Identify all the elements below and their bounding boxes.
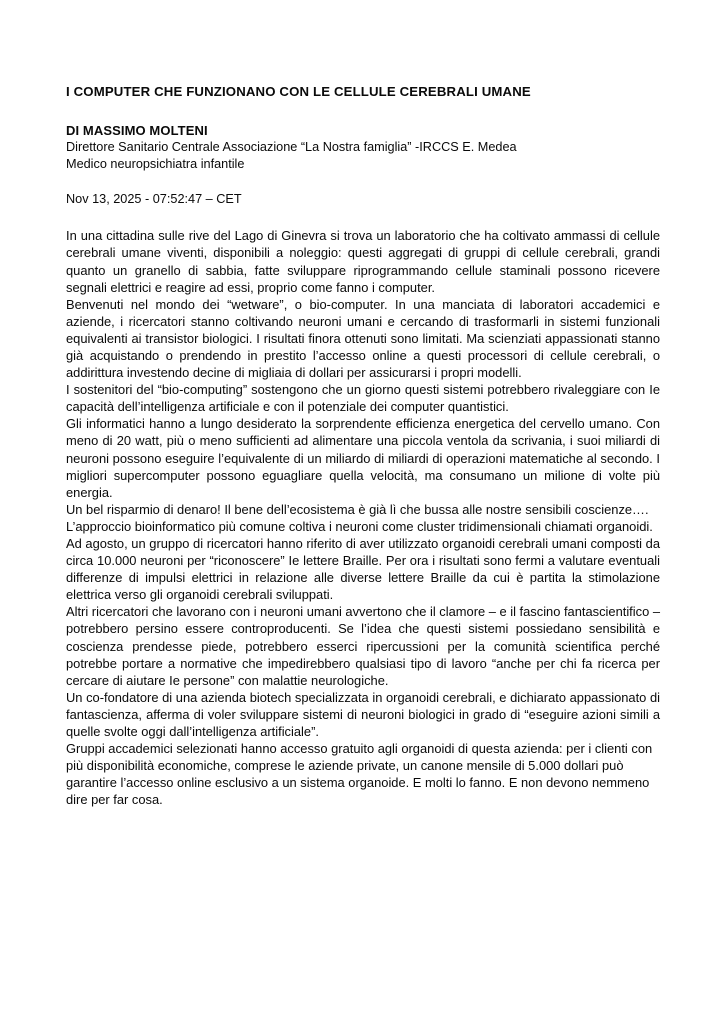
article-paragraph: L’approccio bioinformatico più comune coltiva i neuroni come cluster tridimensionali chiamati organoidi. bbox=[66, 518, 653, 534]
byline-role-secondary: Medico neuropsichiatra infantile bbox=[66, 156, 245, 171]
article-paragraph: Gruppi accademici selezionati hanno accesso gratuito agli organoidi di questa azienda: per i clienti con più disponibilità economiche, comprese le aziende private, un canone mensile di 5.000 dollari può garantire l’accesso online esclusivo a un sistema organoide. E molti lo fanno. E non devono nemmeno dire per far cosa. bbox=[66, 741, 653, 808]
article-paragraph: Un bel risparmio di denaro! Il bene dell’ecosistema è già lì che bussa alle nostre sensibili coscienze…. bbox=[66, 501, 649, 517]
byline-role-primary: Direttore Sanitario Centrale Associazione “La Nostra famiglia” -IRCCS E. Medea bbox=[66, 139, 517, 154]
article-paragraph: Benvenuti nel mondo dei “wetware”, o bio-computer. In una manciata di laboratori accademici e aziende, i ricercatori stanno coltivando neuroni umani e cercando di trasformarli in sistemi funzionali equivalenti ai transistor biologici. I risultati finora ottenuti sono limitati. Ma scienziati appassionati stanno già acquistando o prendendo in prestito l’accesso online a questi processori di cellule cerebrali, o addirittura investendo decine di migliaia di dollari per assicurarsi i propri modelli. bbox=[66, 296, 660, 381]
article-paragraph: I sostenitori del “bio-computing” sostengono che un giorno questi sistemi potrebbero rivaleggiare con Ie capacità dell’intelligenza artificiale e con il potenziale dei computer quantistici. bbox=[66, 382, 660, 415]
document-content bbox=[66, 84, 660, 809]
page-title: I COMPUTER CHE FUNZIONANO CON LE CELLULE CEREBRALI UMANE bbox=[66, 84, 531, 99]
article-paragraph: Altri ricercatori che lavorano con i neuroni umani avvertono che il clamore – e il fascino fantascientifico – potrebbero persino essere controproducenti. Se l’idea che questi sistemi possiedano sensibilità e coscienza prendesse piede, potrebbero esserci ripercussioni per la comunità scientifica perché potrebbe portare a normative che impedirebbero qualsiasi tipo di lavoro “anche per chi fa ricerca per cercare di aiutare Ie persone” con malattie neurologiche. bbox=[66, 604, 660, 688]
publication-timestamp: Nov 13, 2025 - 07:52:47 – CET bbox=[66, 192, 242, 207]
byline-author: DI MASSIMO MOLTENI bbox=[66, 122, 208, 138]
article-paragraph: Un co-fondatore di una azienda biotech specializzata in organoidi cerebrali, e dichiarato appassionato di fantascienza, afferma di voler sviluppare sistemi di neuroni biologici in grado di “eseguire azioni simili a quelle svolte oggi dall’intelligenza artificiale”. bbox=[66, 689, 660, 740]
article-paragraph: In una cittadina sulle rive del Lago di Ginevra si trova un laboratorio che ha coltivato ammassi di cellule cerebrali umane viventi, disponibili a noleggio: questi aggregati di gruppi di cellule cerebrali, grandi quanto un granello di sabbia, fatte sviluppare riprogrammando cellule staminali possono ricevere segnali elettrici e reagire ad essi, proprio come fanno i computer. bbox=[66, 228, 660, 295]
article-body bbox=[66, 227, 660, 808]
article-paragraph: Ad agosto, un gruppo di ricercatori hanno riferito di aver utilizzato organoidi cerebrali umani composti da circa 10.000 neuroni per “riconoscere” Ie lettere Braille. Per ora i risultati sono fermi a valutare eventuali differenze di impulsi elettrici in relazione alle diverse lettere Braille da cui è partita la stimolazione elettrica verso gli organoidi cerebrali sviluppati. bbox=[66, 536, 660, 603]
byline bbox=[66, 122, 660, 173]
article-paragraph: Gli informatici hanno a lungo desiderato la sorprendente efficienza energetica del cervello umano. Con meno di 20 watt, più o meno sufficienti ad alimentare una piccola ventola da scrivania, i suoi miliardi di neuroni possono eseguire l’equivalente di un miliardo di miliardi di operazioni matematiche al secondo. I migliori supercomputer possono eguagliare quella velocità, ma consumano un milione di volte più energia. bbox=[66, 416, 660, 500]
